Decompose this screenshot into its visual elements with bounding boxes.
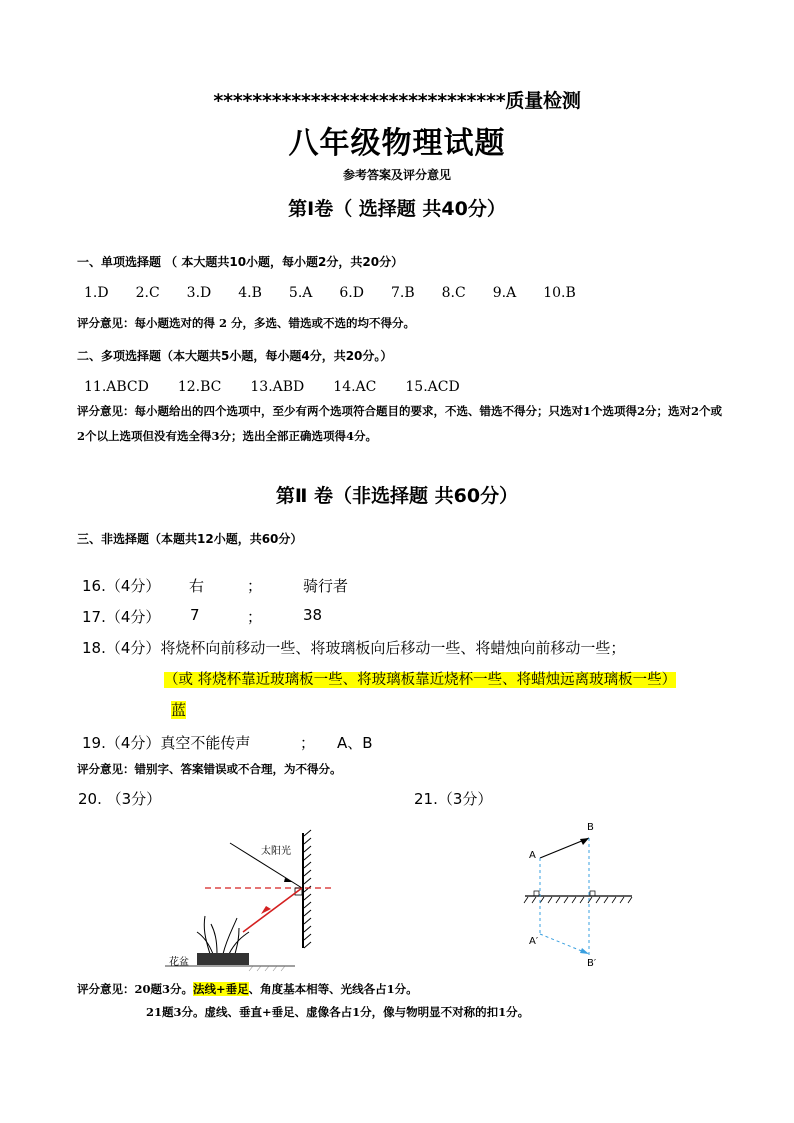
answer-item: 2.C: [135, 285, 160, 301]
q16-row: [82, 575, 349, 596]
answer-item: 12.BC: [177, 379, 222, 395]
q17-row: [82, 606, 323, 627]
q20-diagram: [165, 828, 340, 978]
image-arrowhead: [580, 948, 589, 954]
answer-item: 4.B: [238, 285, 262, 301]
q17-answer1: 7: [190, 606, 200, 624]
foot-A: [534, 891, 539, 896]
flower-pot: [197, 953, 249, 965]
ground-hatching: [249, 966, 285, 971]
note20-highlight: 法线+垂足: [193, 982, 249, 996]
note20-prefix: 评分意见：20题3分。: [77, 982, 194, 996]
answer-item: 13.ABD: [250, 379, 305, 395]
label-B: B: [587, 822, 594, 833]
object-arrowhead: [580, 838, 589, 845]
answer-item: 11.ABCD: [84, 379, 149, 395]
q16-answer1: 右: [189, 577, 205, 595]
q17-number: 17.（4分）: [82, 608, 161, 626]
q21-number: 21.（3分）: [414, 790, 493, 808]
q18-number: 18.（4分）: [82, 639, 161, 657]
q18-alt-answer: （或 将烧杯靠近玻璃板一些、将玻璃板靠近烧杯一些、将蜡烛远离玻璃板一些）: [164, 672, 677, 688]
q19-number: 19.（4分）: [82, 734, 161, 752]
reflected-ray: [243, 888, 302, 932]
section1-heading: 一、单项选择题 （ 本大题共10小题，每小题2分，共20分）: [77, 255, 404, 269]
incident-arrowhead: [284, 878, 293, 882]
q16-separator: ；: [247, 577, 263, 595]
part2-heading: 第Ⅱ 卷（非选择题 共60分）: [275, 485, 519, 507]
answer-item: 9.A: [492, 285, 517, 301]
answer-item: 14.AC: [333, 379, 377, 395]
section3-heading: 三、非选择题（本题共12小题，共60分）: [77, 532, 303, 546]
q18-row: [82, 637, 625, 658]
answer-item: 6.D: [339, 285, 364, 301]
plant-leaves: [197, 916, 249, 954]
sunlight-label: 太阳光: [261, 846, 291, 857]
pot-label: 花盆: [169, 957, 189, 968]
q20-number: 20. （3分）: [78, 790, 162, 808]
page-title: 八年级物理试题: [288, 126, 506, 161]
foot-B: [590, 891, 595, 896]
answer-item: 5.A: [288, 285, 313, 301]
answer-item: 3.D: [186, 285, 212, 301]
label-A: A: [529, 850, 536, 861]
q18-answer2-row: [171, 699, 186, 720]
q18-answer1: 将烧杯向前移动一些、将玻璃板向后移动一些、将蜡烛向前移动一些；: [160, 639, 626, 657]
answer-item: 10.B: [543, 285, 576, 301]
q18-answer2: 蓝: [171, 701, 187, 719]
q16-number: 16.（4分）: [82, 577, 161, 595]
q21-diagram: [520, 818, 640, 968]
answer-item: 1.D: [84, 285, 109, 301]
section2-answers: [84, 379, 489, 395]
answer-item: 15.ACD: [405, 379, 460, 395]
note20-suffix: 、角度基本相等、光线各占1分。: [248, 982, 418, 996]
q19-answer1: 真空不能传声: [160, 734, 251, 752]
q17-separator: ；: [247, 608, 263, 626]
answer-item: 7.B: [390, 285, 415, 301]
q19-separator: ；: [300, 734, 316, 752]
q16-answer2: 骑行者: [303, 577, 349, 595]
label-A-prime: A′: [529, 936, 539, 947]
grading-note-21: 21题3分。虚线、垂直+垂足、虚像各占1分，像与物明显不对称的扣1分。: [146, 1005, 530, 1019]
exam-banner: ******************************质量检测: [213, 90, 581, 112]
grading-note-20: [77, 977, 727, 1002]
section2-heading: 二、多项选择题（本大题共5小题，每小题4分，共20分。）: [77, 349, 393, 363]
section2-grading-note: 评分意见：每小题给出的四个选项中，至少有两个选项符合题目的要求，不选、错选不得分；只选对1个选项得2分；选对2个或2个以上选项但没有选全得3分；选出全部正确选项得4分。: [77, 404, 722, 443]
section1-answers: [84, 285, 603, 301]
part1-heading: 第Ⅰ卷（ 选择题 共40分）: [288, 198, 506, 220]
page-subtitle: 参考答案及评分意见: [342, 168, 451, 182]
q19-answer2: A、B: [337, 734, 373, 752]
section1-grading-note: 评分意见：每小题选对的得 2 分，多选、错选或不选的均不得分。: [77, 316, 416, 330]
label-B-prime: B′: [587, 958, 597, 968]
q18-alt-row: [164, 668, 676, 689]
grading-note-19: 评分意见：错别字、答案错误或不合理，为不得分。: [77, 762, 342, 776]
answer-item: 8.C: [441, 285, 466, 301]
mirror-hatching: [304, 830, 311, 948]
q19-row: [82, 732, 373, 753]
q17-answer2: 38: [303, 606, 323, 624]
